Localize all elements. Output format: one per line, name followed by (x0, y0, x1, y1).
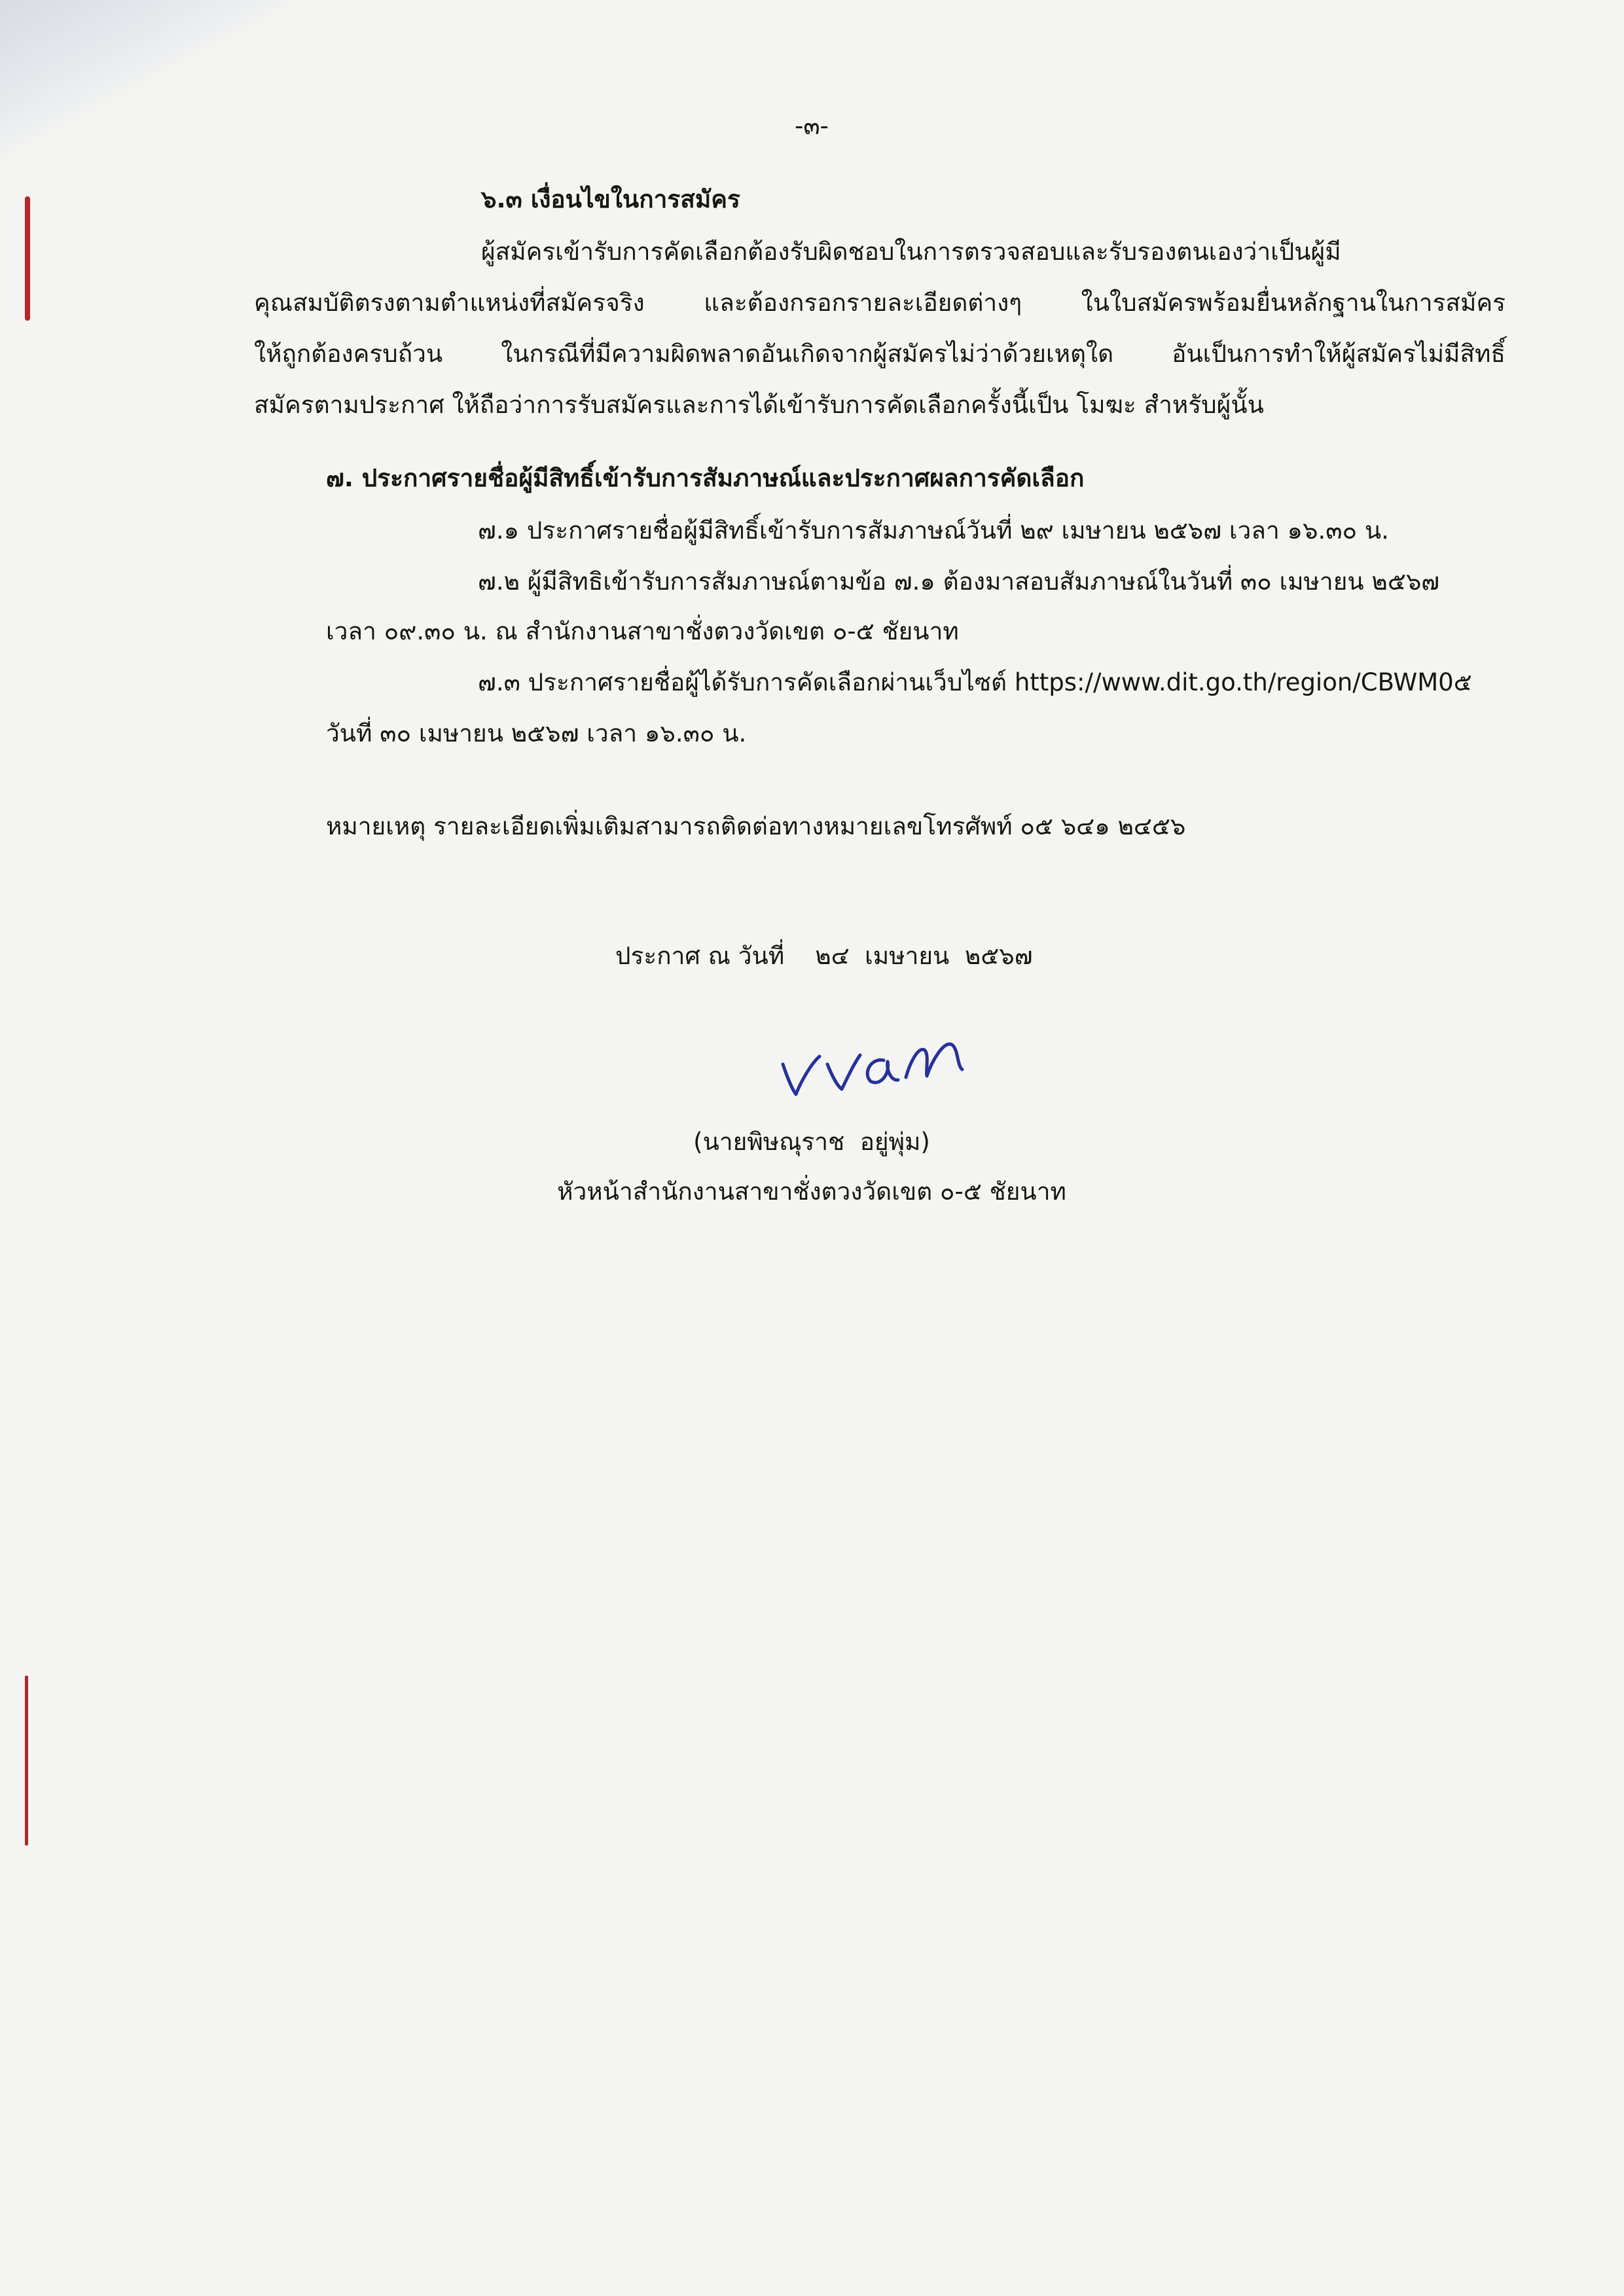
section-6-3-line: ให้ถูกต้องครบถ้วน ในกรณีที่มีความผิดพลาดอันเกิดจากผู้สมัครไม่ว่าด้วยเหตุใด อันเป็นการทำให้ผู้สมัครไม่มีสิทธิ์ (254, 340, 1506, 368)
signer-title: หัวหน้าสำนักงานสาขาชั่งตวงวัดเขต ๐-๕ ชัยนาท (557, 1177, 1066, 1206)
item-7-3-line2: วันที่ ๓๐ เมษายน ๒๕๖๗ เวลา ๑๖.๓๐ น. (326, 719, 747, 747)
section-6-3-line: ผู้สมัครเข้ารับการคัดเลือกต้องรับผิดชอบในการตรวจสอบและรับรองตนเองว่าเป็นผู้มี (481, 238, 1341, 266)
page-number: -๓- (795, 112, 829, 140)
signer-name: (นายพิษณุราช อยู่พุ่ม) (693, 1128, 930, 1156)
section-6-3-line: สมัครตามประกาศ ให้ถือว่าการรับสมัครและการได้เข้ารับการคัดเลือกครั้งนี้เป็น โมฆะ สำหรับผู้นั้น (254, 391, 1264, 419)
note: หมายเหตุ รายละเอียดเพิ่มเติมสามารถติดต่อทางหมายเลขโทรศัพท์ ๐๕ ๖๔๑ ๒๔๕๖ (326, 812, 1186, 840)
signature (772, 1021, 995, 1119)
section-6-3-heading: ๖.๓ เงื่อนไขในการสมัคร (481, 185, 740, 213)
section-7-heading: ๗. ประกาศรายชื่อผู้มีสิทธิ์เข้ารับการสัมภาษณ์และประกาศผลการคัดเลือก (326, 464, 1085, 492)
item-7-2-line1: ๗.๒ ผู้มีสิทธิเข้ารับการสัมภาษณ์ตามข้อ ๗.๑ ต้องมาสอบสัมภาษณ์ในวันที่ ๓๐ เมษายน ๒๕๖๗ (478, 567, 1440, 596)
item-7-2-line2: เวลา ๐๙.๓๐ น. ณ สำนักงานสาขาชั่งตวงวัดเขต ๐-๕ ชัยนาท (326, 617, 959, 645)
section-6-3-line: คุณสมบัติตรงตามตำแหน่งที่สมัครจริง และต้องกรอกรายละเอียดต่างๆ ในใบสมัครพร้อมยื่นหลักฐานในการสมัคร (254, 289, 1506, 317)
announce-date: ประกาศ ณ วันที่ ๒๔ เมษายน ๒๕๖๗ (615, 942, 1033, 970)
item-7-3-line1: ๗.๓ ประกาศรายชื่อผู้ได้รับการคัดเลือกผ่านเว็บไซต์ https://www.dit.go.th/region/CBWM0๕ (478, 668, 1472, 696)
item-7-1: ๗.๑ ประกาศรายชื่อผู้มีสิทธิ์เข้ารับการสัมภาษณ์วันที่ ๒๙ เมษายน ๒๕๖๗ เวลา ๑๖.๓๐ น. (478, 516, 1389, 545)
